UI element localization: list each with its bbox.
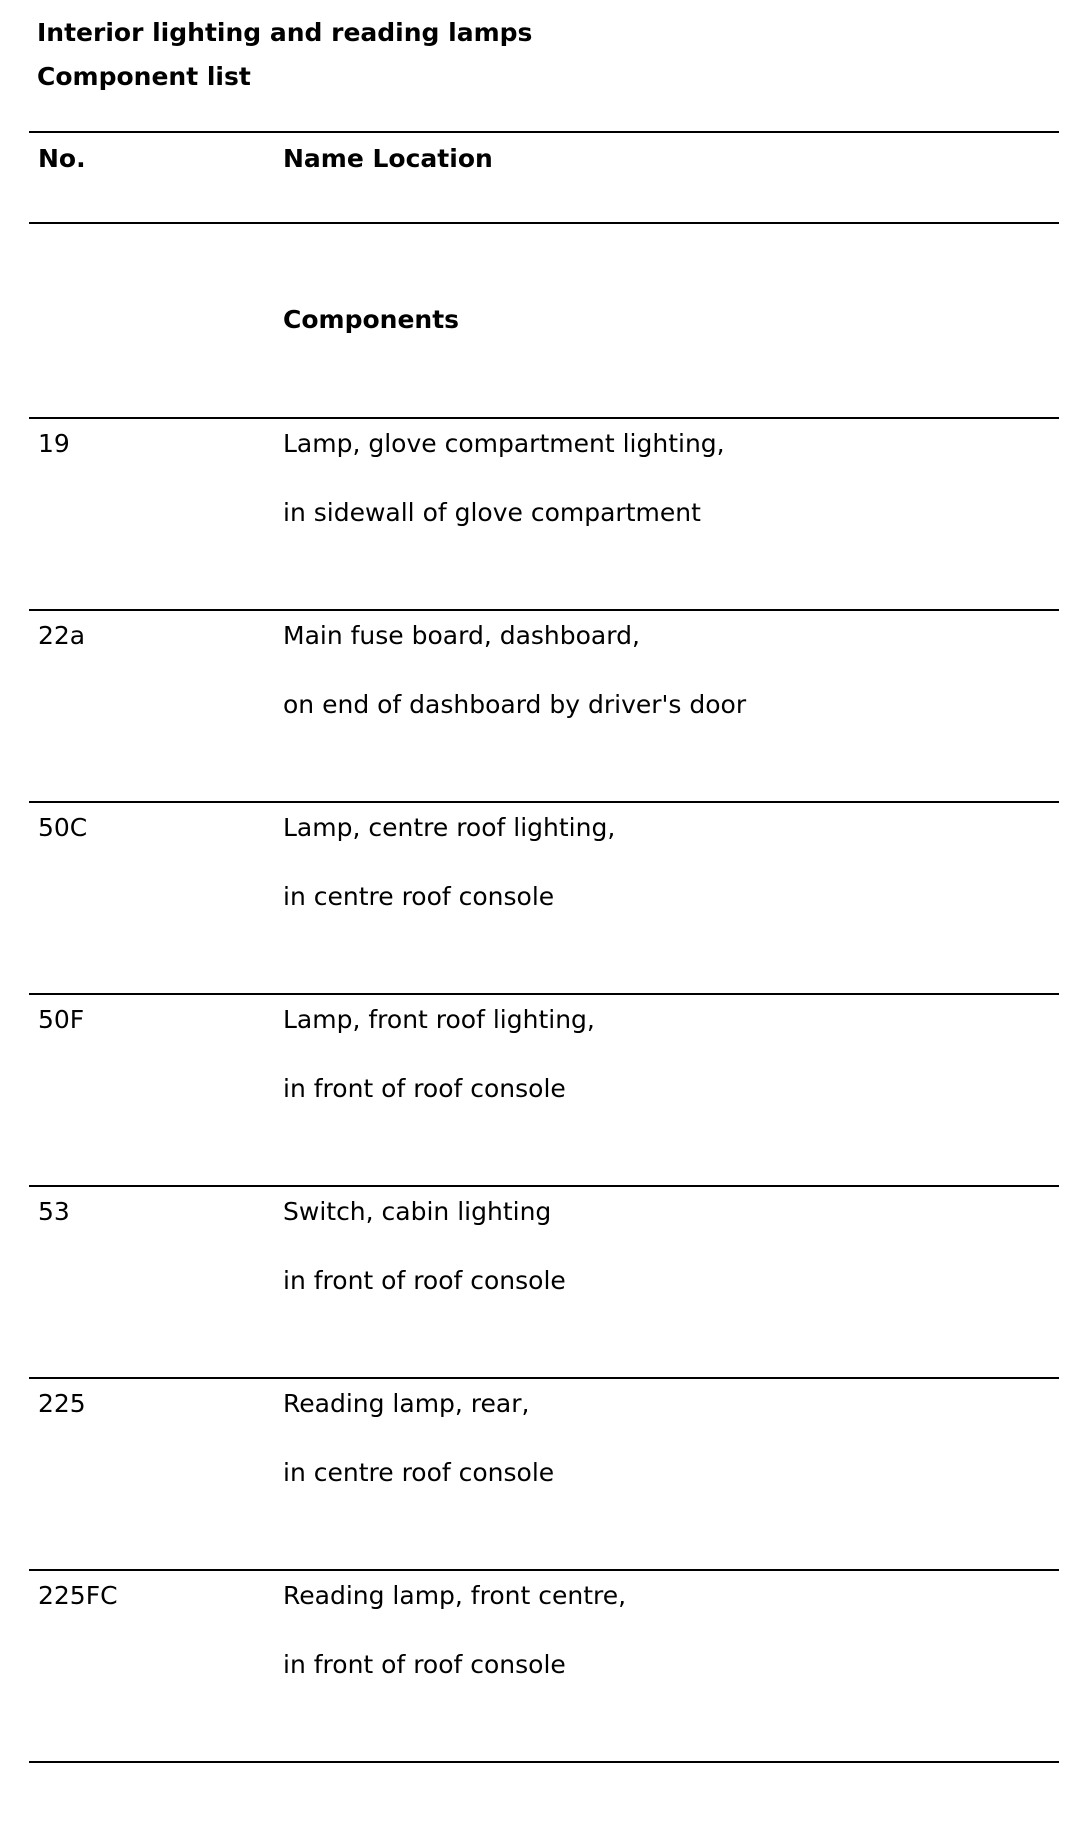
table-row-no: 19: [38, 429, 70, 458]
document-subtitle: Component list: [37, 62, 251, 91]
document-title: Interior lighting and reading lamps: [37, 18, 533, 47]
table-row-no: 225FC: [38, 1581, 118, 1610]
row-divider: [29, 609, 1059, 611]
table-row-name: Reading lamp, front centre,: [283, 1581, 627, 1610]
table-row-no: 50C: [38, 813, 88, 842]
table-row-no: 50F: [38, 1005, 85, 1034]
row-divider: [29, 801, 1059, 803]
row-divider: [29, 1377, 1059, 1379]
table-row-location: in front of roof console: [283, 1074, 566, 1103]
column-header-no: No.: [38, 144, 86, 173]
row-divider: [29, 417, 1059, 419]
table-row-location: in centre roof console: [283, 1458, 555, 1487]
table-row-no: 22a: [38, 621, 86, 650]
table-bottom-rule: [29, 1761, 1059, 1763]
row-divider: [29, 993, 1059, 995]
table-top-rule: [29, 131, 1059, 133]
table-row-location: in sidewall of glove compartment: [283, 498, 701, 527]
header-bottom-rule: [29, 222, 1059, 224]
table-row-name: Lamp, centre roof lighting,: [283, 813, 616, 842]
table-row-location: in centre roof console: [283, 882, 555, 911]
section-label: Components: [283, 305, 460, 334]
table-row-location: in front of roof console: [283, 1650, 566, 1679]
table-row-no: 53: [38, 1197, 70, 1226]
table-row-name: Lamp, glove compartment lighting,: [283, 429, 725, 458]
table-row-name: Switch, cabin lighting: [283, 1197, 552, 1226]
row-divider: [29, 1185, 1059, 1187]
table-row-location: in front of roof console: [283, 1266, 566, 1295]
table-row-name: Main fuse board, dashboard,: [283, 621, 640, 650]
table-row-name: Lamp, front roof lighting,: [283, 1005, 595, 1034]
column-header-name-location: Name Location: [283, 144, 493, 173]
table-row-name: Reading lamp, rear,: [283, 1389, 530, 1418]
row-divider: [29, 1569, 1059, 1571]
table-row-location: on end of dashboard by driver's door: [283, 690, 747, 719]
table-row-no: 225: [38, 1389, 86, 1418]
